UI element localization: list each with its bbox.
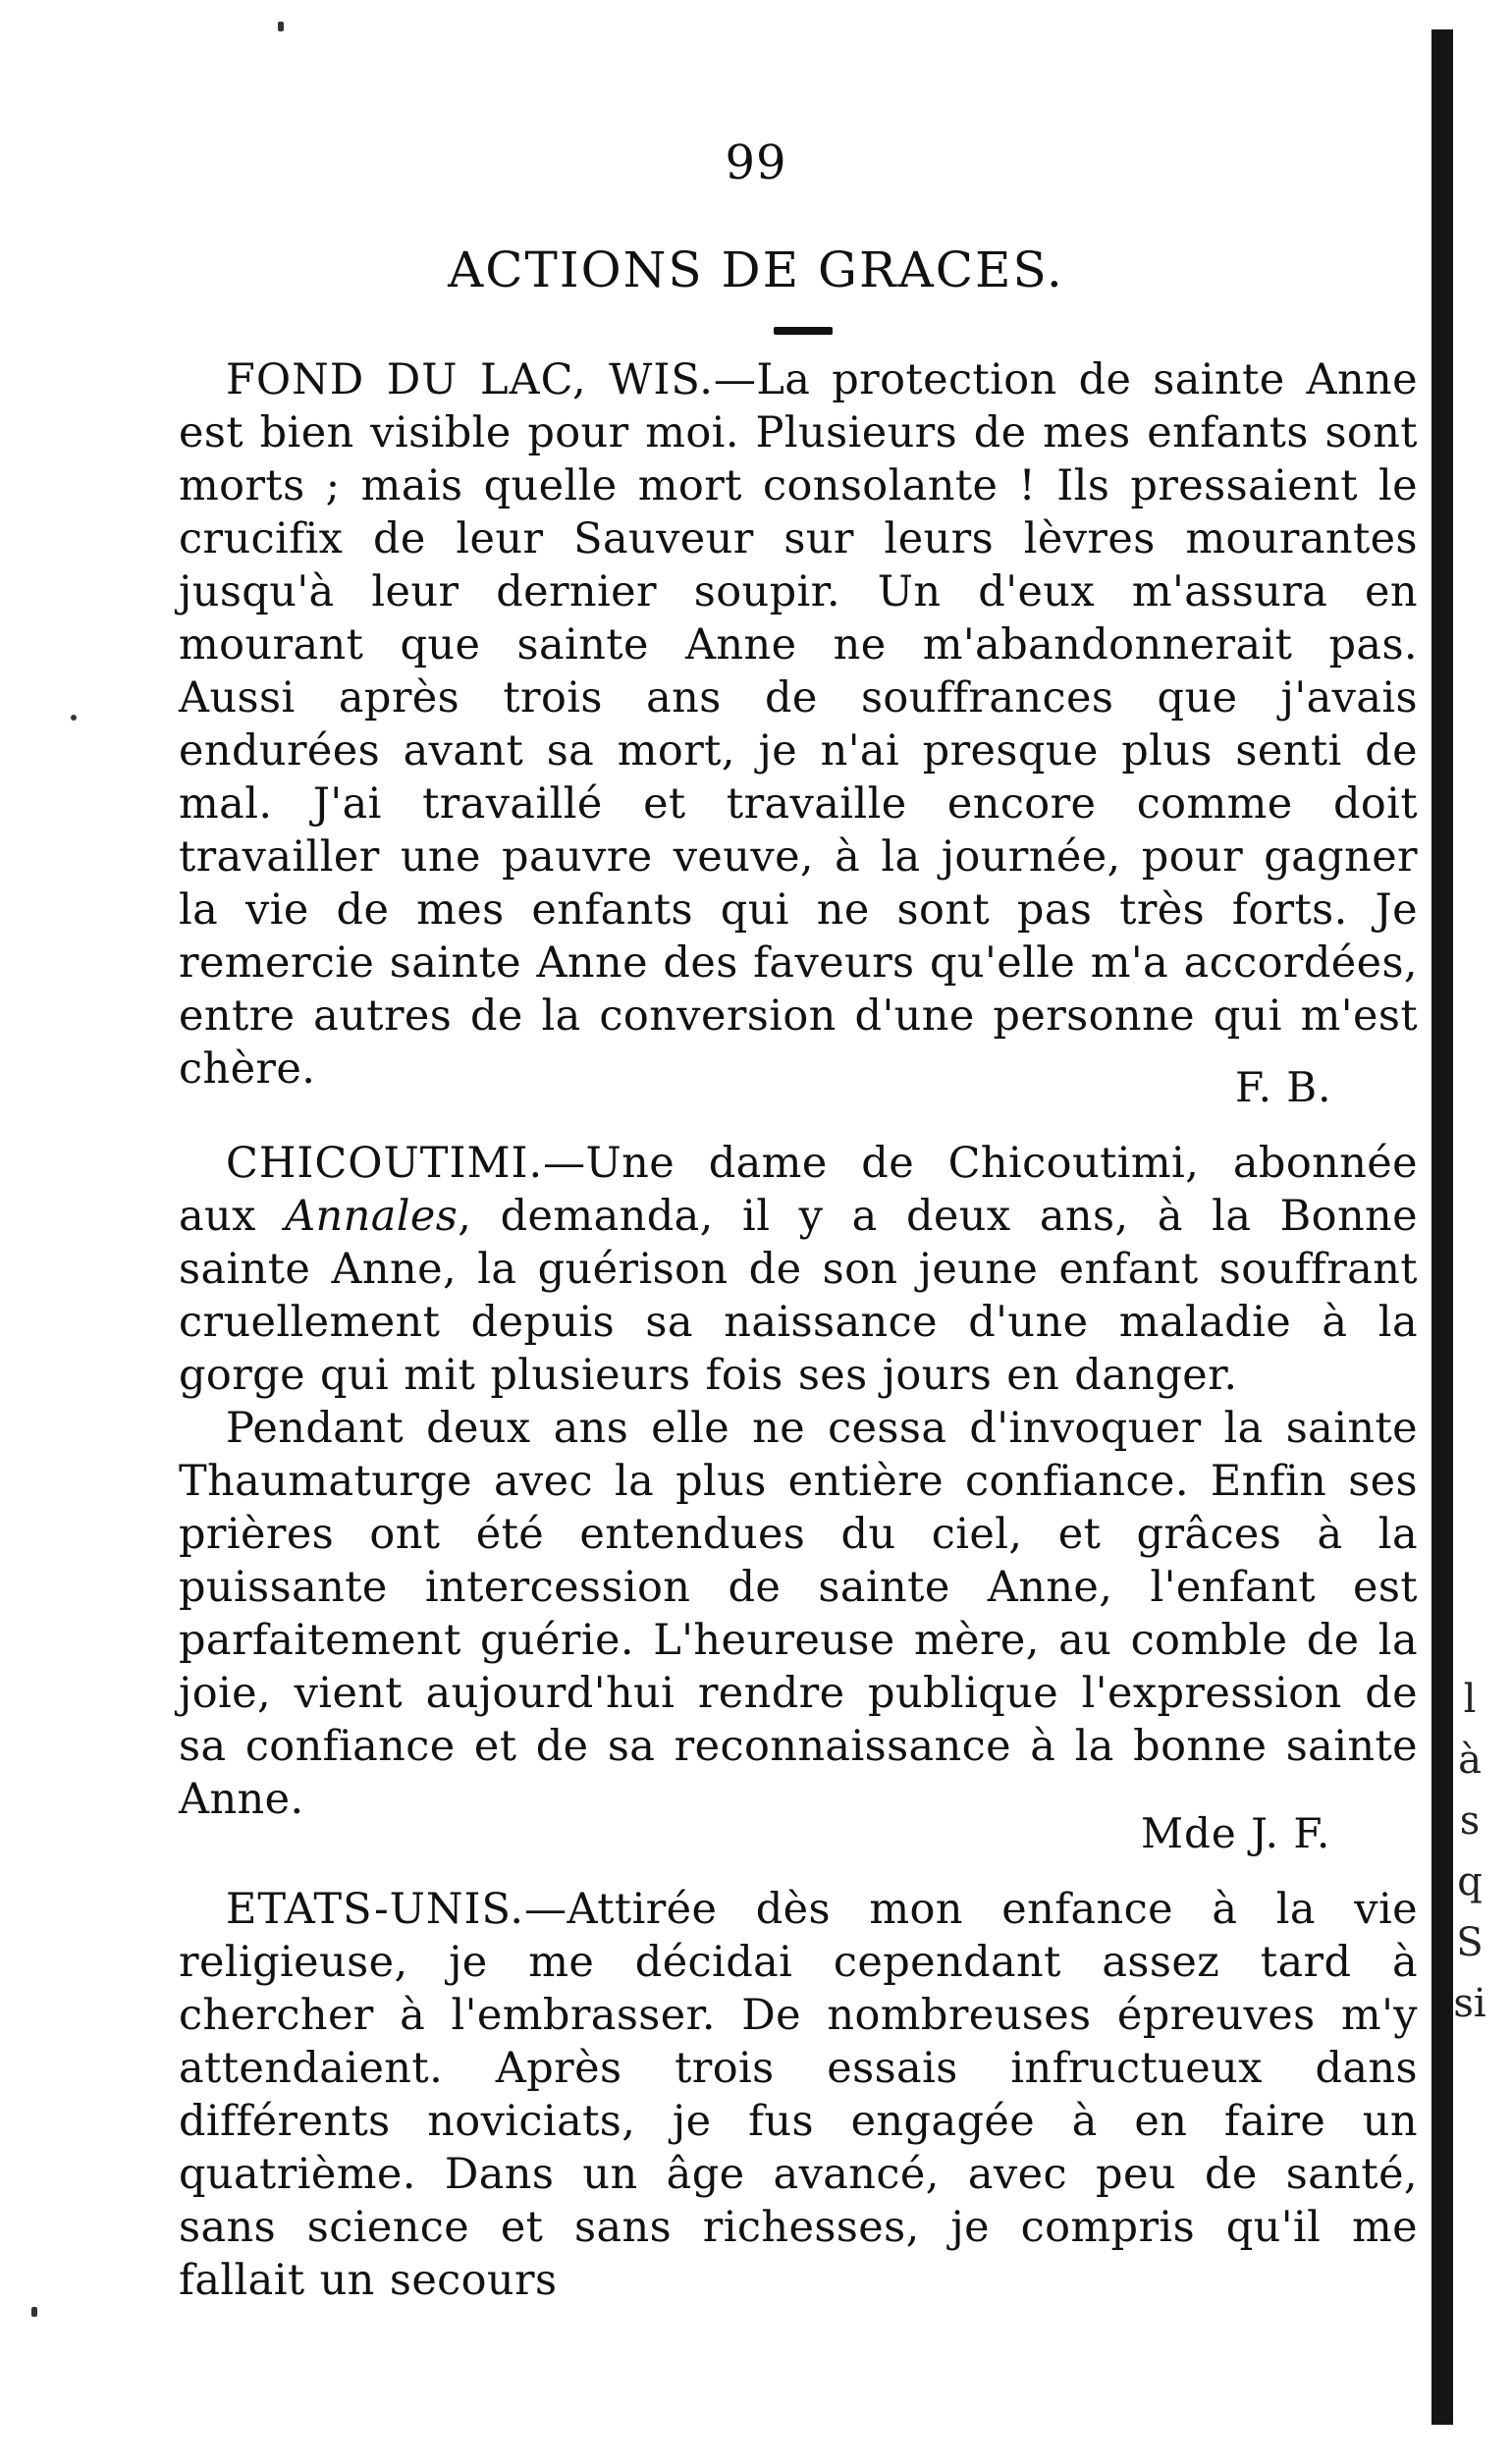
fragment-letter: à [1458, 1738, 1482, 1783]
entry-signature: Mde J. F. [1141, 1809, 1331, 1857]
speck-mark [278, 22, 284, 31]
heading-rule [774, 327, 833, 335]
binding-edge [1431, 29, 1453, 2425]
entry-fond-du-lac [179, 353, 1418, 1096]
next-page-fragment [1441, 1669, 1498, 2034]
entry-paragraph: Pendant deux ans elle ne cessa d'invoquer la sainte Thaumaturge avec la plus entière confiance. Enfin ses prières ont été entendues du ciel, et grâces à la puissante intercession de sainte Anne, l'enfant est parfaitement guérie. L'heureuse mère, au comble de la joie, vient aujourd'hui rendre publique l'expression de sa confiance et de sa reconnaissance à la bonne sainte Anne. [179, 1404, 1418, 1824]
fragment-letter: si [1453, 1981, 1486, 2026]
entry-paragraph [179, 1883, 1418, 2307]
entry-etats-unis [179, 1883, 1418, 2307]
entry-text: , demanda, il y a deux ans, à la Bonne sainte Anne, la guérison de son jeune enfant souffrant cruellement depuis sa naissance d'une maladie à la gorge qui mit plusieurs fois ses jours en danger. [179, 1192, 1418, 1400]
section-heading: ACTIONS DE GRACES. [448, 241, 1064, 298]
fragment-letter: q [1457, 1859, 1483, 1904]
entry-text: —La protection de sainte Anne est bien visible pour moi. Plusieurs de mes enfants sont morts ; mais quelle mort consolante ! Ils pressaient le crucifix de leur Sauveur sur leurs lèvres mourantes jusqu'à leur dernier soupir. Un d'eux m'assura en mourant que sainte Anne ne m'abandonnerait pas. Aussi après trois ans de souffrances que j'avais endurées avant sa mort, je n'ai presque plus senti de mal. J'ai travaillé et travaille encore comme doit travailler une pauvre veuve, à la journée, pour gagner la vie de mes enfants qui ne sont pas très forts. Je remercie sainte Anne des faveurs qu'elle m'a accordées, entre autres de la conversion d'une personne qui m'est chère. [179, 355, 1418, 1094]
entry-text: —Une dame de Chicoutimi, abonnée aux [179, 1139, 1418, 1241]
fragment-letter: S [1456, 1920, 1484, 1965]
entry-place: CHICOUTIMI. [226, 1139, 544, 1188]
entry-text: —Attirée dès mon enfance à la vie religieuse, je me décidai cependant assez tard à chercher à l'embrasser. De nombreuses épreuves m'y attendaient. Après trois essais infructueux dans différents noviciats, je fus engagée à en faire un quatrième. Dans un âge avancé, avec peu de santé, sans science et sans richesses, je compris qu'il me fallait un secours [179, 1885, 1418, 2305]
entry-chicoutimi [179, 1137, 1418, 1826]
journal-title: Annales [285, 1192, 459, 1241]
speck-mark [71, 715, 77, 721]
entry-paragraph [179, 1137, 1418, 1402]
entry-paragraph [179, 353, 1418, 1096]
entry-signature: F. B. [1235, 1063, 1332, 1111]
entry-place: ETATS-UNIS. [226, 1885, 525, 1934]
fragment-letter: s [1459, 1798, 1481, 1844]
page-number: 99 [725, 135, 787, 190]
fragment-letter: l [1463, 1677, 1477, 1722]
speck-mark [31, 2307, 37, 2317]
entry-place: FOND DU LAC, WIS. [226, 355, 714, 404]
